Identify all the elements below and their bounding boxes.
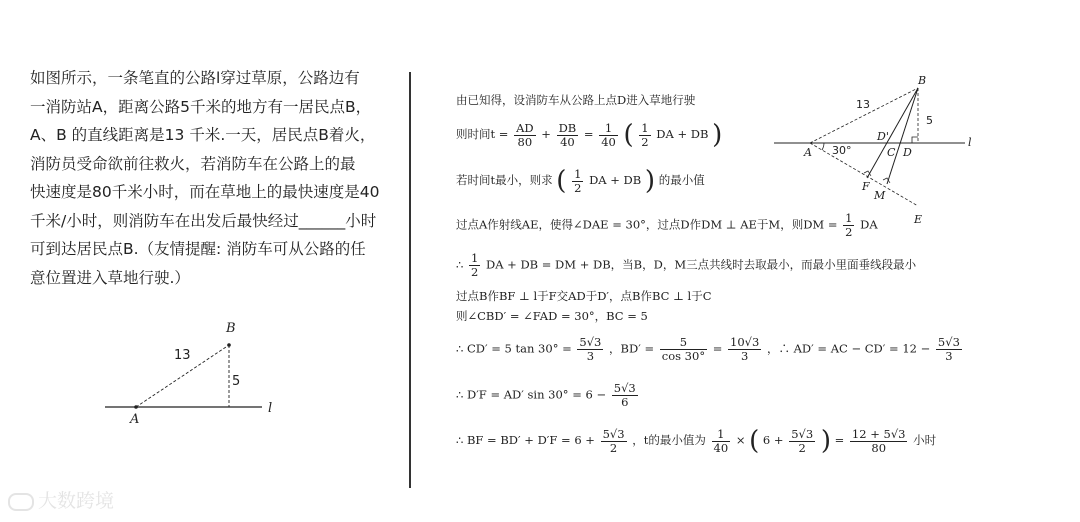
- segment-ab: [810, 88, 918, 143]
- fraction: [601, 428, 627, 455]
- label-l: l: [268, 401, 273, 416]
- numerator: 12 + 5√3: [851, 426, 906, 441]
- solution-text: ，BD′ =: [609, 341, 655, 356]
- solution-line-5: [456, 252, 916, 279]
- problem-line: 意位置进入草地行驶.）: [30, 268, 190, 287]
- numerator: 5√3: [791, 426, 814, 441]
- point-a-dot: [134, 405, 138, 409]
- fraction: [577, 336, 603, 363]
- problem-line: 快速度是80千米小时，而在草地上的最快速度是40: [30, 183, 380, 201]
- numerator: DB: [558, 120, 577, 135]
- denominator: 6: [621, 395, 629, 409]
- fraction: [712, 428, 731, 455]
- solution-text: 则∠CBD′ = ∠FAD = 30°，BC = 5: [456, 309, 648, 323]
- solution-line-7: [456, 308, 648, 324]
- denominator: 80: [517, 134, 533, 149]
- fraction: [612, 382, 638, 409]
- numerator: 5√3: [613, 381, 636, 395]
- fraction: [728, 336, 761, 363]
- problem-line: 消防员受命欲前往救火，若消防车在公路上的最: [30, 154, 356, 173]
- numerator: 10√3: [730, 335, 760, 349]
- solution-text: 过点A作射线AE，使得∠DAE = 30°，过点D作DM ⊥ AE于M，则DM =: [456, 217, 838, 232]
- label-f: F: [862, 180, 870, 193]
- numerator: 5: [660, 336, 707, 350]
- left-figure: [0, 0, 410, 440]
- fraction: [599, 122, 618, 149]
- label-5: 5: [926, 114, 933, 127]
- label-l: l: [968, 136, 972, 149]
- denominator: 2: [641, 134, 649, 149]
- paren-open: (: [623, 120, 634, 150]
- solution-text: ，t的最小值为: [632, 433, 706, 447]
- solution-text: ，∴ AD′ = AC − CD′ = 12 −: [766, 341, 931, 356]
- numerator: 1: [599, 122, 618, 136]
- operator: ×: [735, 433, 746, 447]
- segment-bf: [867, 88, 918, 178]
- fraction: [660, 336, 707, 363]
- fraction: [572, 168, 583, 195]
- solution-line-4: [456, 212, 878, 239]
- denominator: 2: [574, 180, 582, 195]
- right-figure: [760, 70, 990, 230]
- fraction: [639, 122, 650, 149]
- watermark-text: 大数跨境: [38, 490, 115, 512]
- operator: =: [834, 433, 845, 447]
- numerator: 5√3: [937, 335, 960, 349]
- label-13: 13: [174, 348, 191, 363]
- problem-line: A、B 的直线距离是13 千米.一天，居民点B着火，: [30, 126, 376, 144]
- label-e: E: [914, 213, 923, 226]
- label-d-prime: D': [877, 130, 889, 143]
- solution-text: 若时间t最小，则求: [456, 173, 553, 187]
- solution-line-1: [456, 92, 695, 108]
- solution-text: ∴ BF = BD′ + D′F = 6 +: [456, 433, 595, 447]
- label-c: C: [887, 146, 896, 159]
- solution-line-8: [456, 336, 964, 363]
- paren-close: ): [712, 120, 723, 150]
- denominator: 2: [798, 440, 806, 455]
- denominator: 2: [609, 440, 618, 455]
- numerator: 1: [574, 166, 582, 181]
- operator: +: [541, 127, 551, 141]
- fraction: [789, 428, 815, 455]
- solution-line-9: [456, 382, 640, 409]
- watermark-logo-icon: [8, 493, 34, 511]
- numerator: 1: [712, 428, 731, 442]
- solution-text: DA + DB: [589, 173, 642, 187]
- solution-text: 则时间t =: [456, 127, 509, 141]
- label-a: A: [804, 146, 812, 159]
- denominator: 3: [586, 349, 595, 363]
- fraction: [843, 212, 854, 239]
- denominator: 3: [945, 349, 953, 363]
- paren-close: ): [820, 426, 831, 456]
- solution-text: ∴ D′F = AD′ sin 30° = 6 −: [456, 387, 607, 402]
- solution-text: DA + DB = DM + DB，当B，D，M三点共线时去取最小，而最小里面垂线段最小: [485, 257, 917, 272]
- denominator: 40: [560, 134, 575, 149]
- solution-text: DA: [860, 217, 878, 232]
- label-a: A: [130, 412, 140, 427]
- numerator: 1: [641, 120, 649, 135]
- numerator: AD: [516, 120, 534, 135]
- label-m: M: [874, 189, 886, 202]
- denominator: cos 30°: [661, 349, 706, 363]
- segment-bm: [887, 88, 918, 184]
- solution-line-3: [456, 166, 705, 196]
- solution-line-10: [456, 426, 936, 456]
- operator: =: [712, 341, 723, 356]
- solution-line-2: [456, 120, 722, 150]
- paren-open: (: [749, 426, 760, 456]
- paren-open: (: [556, 166, 567, 196]
- therefore-symbol: ∴: [456, 257, 464, 272]
- label-d: D: [903, 146, 912, 159]
- numerator: 1: [470, 251, 479, 265]
- denominator: 3: [741, 349, 749, 363]
- solution-text: DA + DB: [656, 127, 709, 141]
- fraction: [850, 428, 908, 455]
- watermark: [8, 486, 114, 513]
- solution-text: 过点B作BF ⊥ l于F交AD于D′，点B作BC ⊥ l于C: [456, 289, 712, 303]
- ray-ae: [810, 143, 918, 206]
- problem-line: 如图所示，一条笔直的公路l穿过草原，公路边有: [30, 69, 360, 87]
- label-b: B: [226, 321, 236, 336]
- paren-close: ): [644, 166, 656, 196]
- solution-text: ∴ CD′ = 5 tan 30° =: [456, 341, 572, 356]
- solution-line-6: [456, 288, 712, 304]
- numerator: 1: [845, 211, 853, 225]
- denominator: 80: [871, 440, 887, 455]
- right-angle-c: [912, 137, 918, 143]
- problem-line: 一消防站A，距离公路5千米的地方有一居民点B，: [30, 97, 372, 116]
- denominator: 40: [601, 134, 616, 149]
- solution-text: 的最小值: [658, 173, 705, 187]
- label-5: 5: [232, 374, 241, 389]
- denominator: 2: [470, 265, 479, 279]
- numerator: 5√3: [602, 426, 625, 441]
- denominator: 40: [713, 440, 729, 455]
- label-b: B: [918, 74, 927, 87]
- numerator: 5√3: [579, 335, 602, 349]
- label-30deg: 30°: [832, 144, 852, 157]
- point-b-dot: [227, 343, 231, 347]
- operator: =: [583, 127, 594, 141]
- problem-line: 千米/小时，则消防车在出发后最快经过______小时: [30, 211, 377, 230]
- denominator: 2: [845, 225, 853, 239]
- problem-line: 可到达居民点B.（友情提醒: 消防车可从公路的任: [30, 240, 366, 258]
- label-13: 13: [856, 98, 870, 111]
- solution-text: 由已知得，设消防车从公路上点D进入草地行驶: [456, 93, 696, 107]
- unit-text: 小时: [913, 433, 937, 447]
- fraction: [557, 122, 579, 149]
- divider: [409, 72, 411, 488]
- angle-arc: [822, 143, 824, 150]
- fraction: [514, 122, 536, 149]
- solution-text: 6 +: [762, 433, 784, 447]
- fraction: [469, 252, 480, 279]
- fraction: [936, 336, 962, 363]
